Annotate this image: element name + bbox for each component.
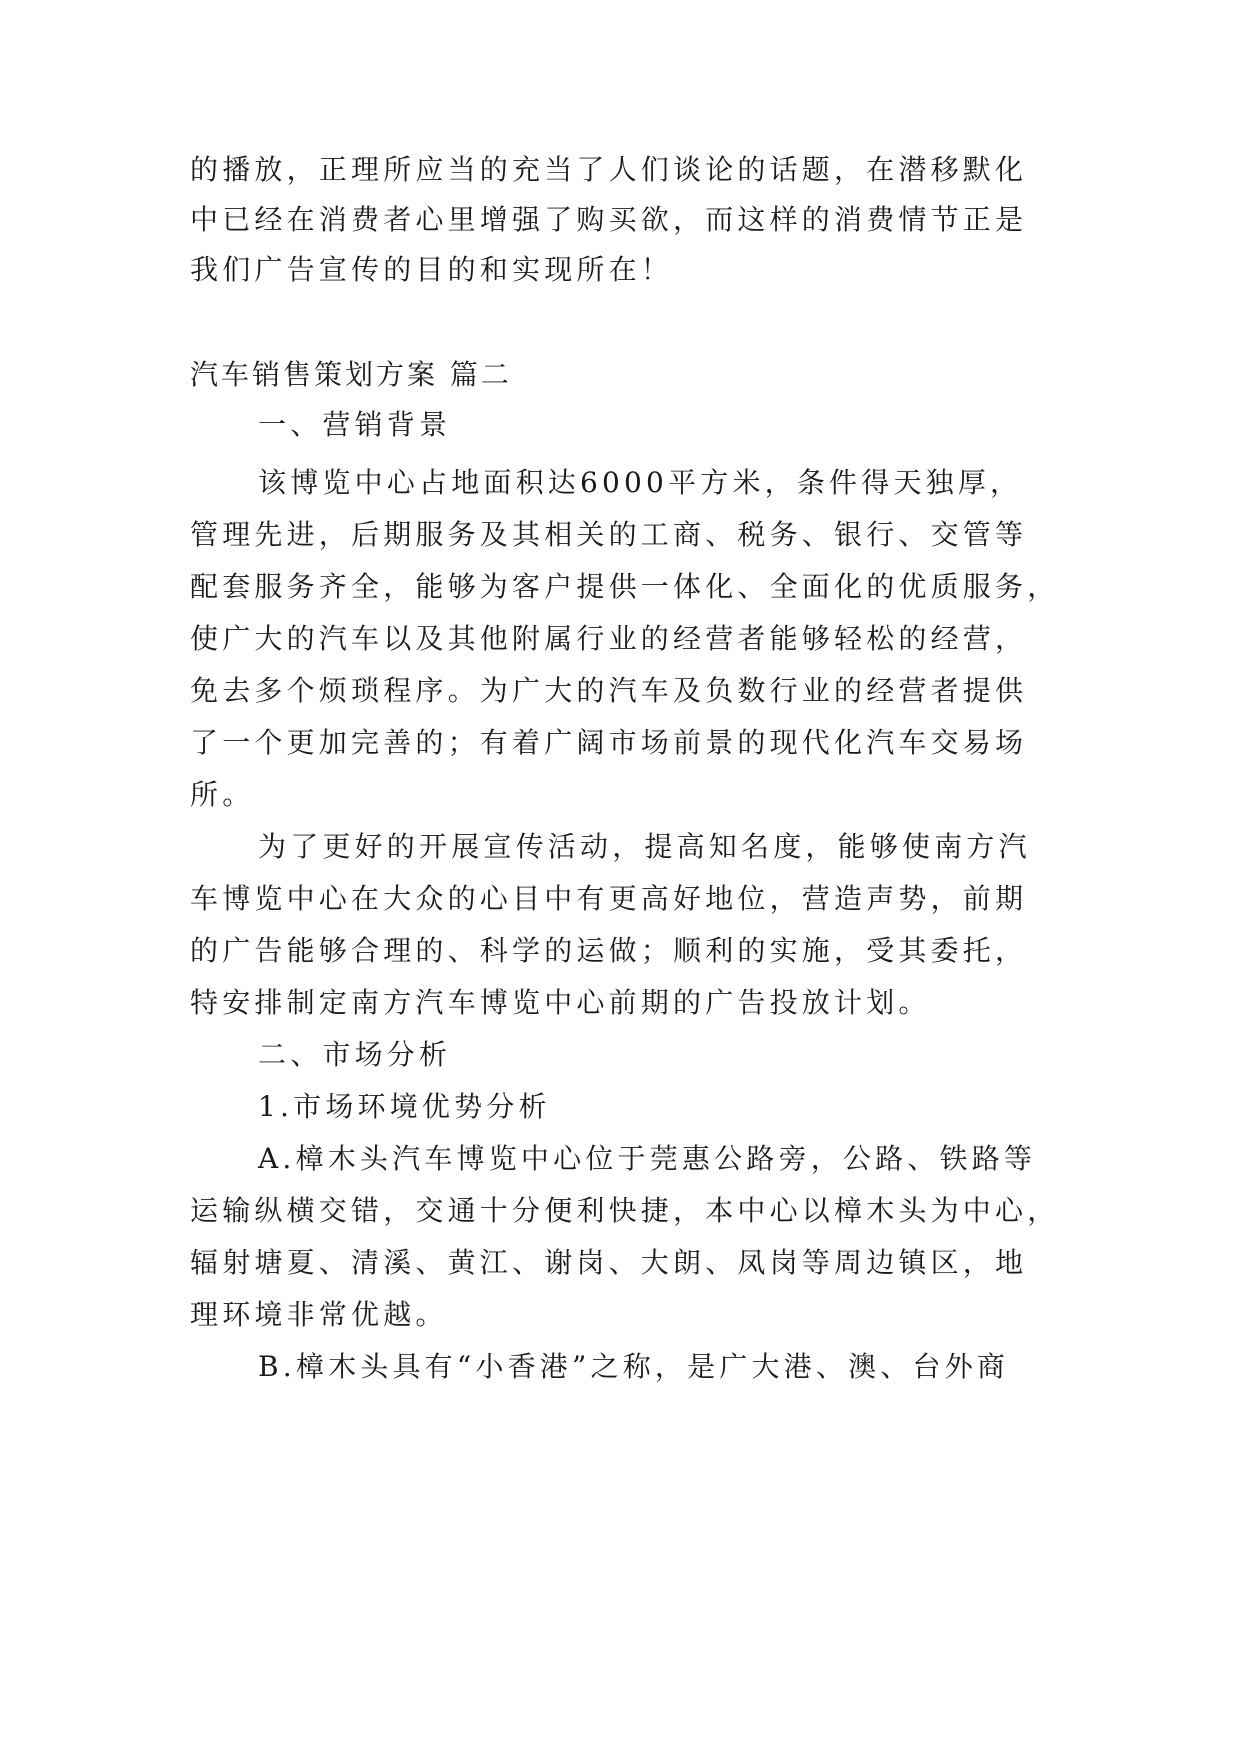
- intro-line-1: 的播放，正理所应当的充当了人们谈论的话题，在潜移默化: [190, 153, 1028, 186]
- para-2-line-1: 为了更好的开展宣传活动，提高知名度，能够使南方汽: [258, 830, 1031, 863]
- para-a-line-3: 辐射塘夏、清溪、黄江、谢岗、大朗、凤岗等周边镇区，地: [190, 1246, 1028, 1279]
- para-1-line-5: 免去多个烦琐程序。为广大的汽车及负数行业的经营者提供: [190, 674, 1028, 707]
- section-title: 汽车销售策划方案 篇二: [190, 358, 512, 391]
- subheading-market-environment: 1.市场环境优势分析: [258, 1090, 551, 1123]
- para-1-line-4: 使广大的汽车以及其他附属行业的经营者能够轻松的经营，: [190, 622, 1028, 655]
- intro-line-3: 我们广告宣传的目的和实现所在！: [190, 253, 674, 286]
- heading-marketing-background: 一、营销背景: [258, 408, 452, 441]
- para-2-line-3: 的广告能够合理的、科学的运做；顺利的实施，受其委托，: [190, 934, 1028, 967]
- para-1-line-3: 配套服务齐全，能够为客户提供一体化、全面化的优质服务，: [190, 570, 1060, 603]
- para-2-line-4: 特安排制定南方汽车博览中心前期的广告投放计划。: [190, 986, 931, 1019]
- para-1-line-2: 管理先进，后期服务及其相关的工商、税务、银行、交管等: [190, 518, 1028, 551]
- intro-line-2: 中已经在消费者心里增强了购买欲，而这样的消费情节正是: [190, 203, 1028, 236]
- para-2-line-2: 车博览中心在大众的心目中有更高好地位，营造声势，前期: [190, 882, 1028, 915]
- para-a-line-2: 运输纵横交错，交通十分便利快捷，本中心以樟木头为中心，: [190, 1194, 1060, 1227]
- para-a-line-1: A.樟木头汽车博览中心位于莞惠公路旁，公路、铁路等: [258, 1142, 1037, 1175]
- para-b-line-1: B.樟木头具有“小香港”之称，是广大港、澳、台外商: [258, 1350, 1010, 1383]
- heading-market-analysis: 二、市场分析: [258, 1038, 452, 1071]
- para-1-line-1: 该博览中心占地面积达6000平方米，条件得天独厚，: [258, 466, 1023, 499]
- para-1-line-6: 了一个更加完善的；有着广阔市场前景的现代化汽车交易场: [190, 726, 1028, 759]
- para-a-line-4: 理环境非常优越。: [190, 1298, 448, 1331]
- para-1-line-7: 所。: [190, 778, 255, 811]
